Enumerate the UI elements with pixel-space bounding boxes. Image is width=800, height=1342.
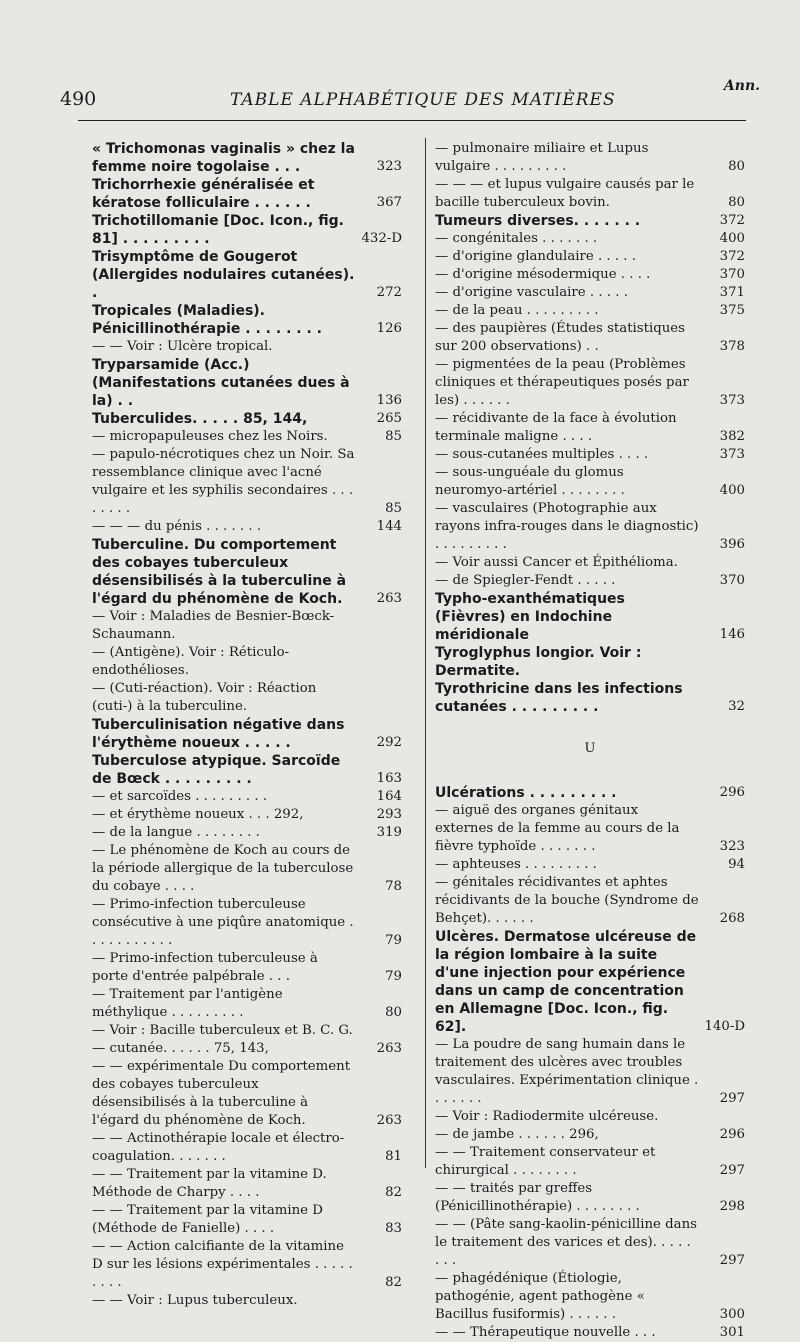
entry-text: — Le phénomène de Koch au cours de la période allergique de la tuberculose du cobaye . . . .: [92, 843, 354, 894]
index-entry: [92, 1292, 402, 1310]
index-entry: [435, 410, 745, 446]
index-entry: [92, 1166, 402, 1202]
entry-text: — des paupières (Études statistiques sur 200 observations) . .: [435, 321, 685, 354]
entry-text: — Voir aussi Cancer et Épithélioma.: [435, 555, 678, 570]
entry-page: 298: [719, 1199, 745, 1214]
index-entry: [435, 1126, 745, 1144]
entry-page: 373: [719, 447, 745, 462]
index-entry: [92, 1130, 402, 1166]
entry-page: 263: [376, 591, 402, 606]
entry-page: 79: [385, 933, 402, 948]
entry-page: 126: [376, 321, 402, 336]
entry-text: Tyrothricine dans les infections cutanées . . . . . . . . .: [435, 681, 683, 715]
index-entry: [92, 1040, 402, 1058]
entry-page: 300: [719, 1307, 745, 1322]
entry-text: — d'origine mésodermique . . . .: [435, 267, 651, 282]
entry-page: 372: [719, 213, 745, 228]
entry-text: — phagédénique (Étiologie, pathogénie, agent pathogène « Bacillus fusiformis) . . . . . .: [435, 1271, 645, 1322]
index-entry: [435, 1216, 745, 1270]
entry-text: Tuberculose atypique. Sarcoïde de Bœck . . . . . . . . .: [92, 753, 341, 787]
index-entry: [92, 950, 402, 986]
index-entry: [92, 1202, 402, 1238]
index-entry: [92, 410, 402, 428]
entry-text: Trichorrhexie généralisée et kératose folliculaire . . . . . .: [92, 177, 315, 211]
entry-page: 372: [719, 249, 745, 264]
entry-text: — et sarcoïdes . . . . . . . . .: [92, 789, 268, 804]
entry-page: 296: [719, 785, 745, 800]
entry-page: 400: [719, 231, 745, 246]
entry-page: 140-D: [704, 1019, 745, 1034]
corner-tag: Ann.: [723, 78, 760, 94]
entry-page: 146: [719, 627, 745, 642]
running-head: TABLE ALPHABÉTIQUE DES MATIÈRES: [230, 90, 616, 110]
index-entry: [435, 500, 745, 554]
index-entry: [435, 572, 745, 590]
entry-text: — — Traitement conservateur et chirurgical . . . . . . . .: [435, 1145, 656, 1178]
entry-page: 144: [376, 519, 402, 534]
entry-text: Tryparsamide (Acc.) (Manifestations cutanées dues à la) . .: [92, 357, 350, 409]
index-entry: [92, 140, 402, 176]
entry-page: 323: [376, 159, 402, 174]
entry-page: 370: [719, 573, 745, 588]
index-entry: [92, 536, 402, 608]
section-letter: U: [584, 741, 596, 756]
entry-page: 400: [719, 483, 745, 498]
entry-text: Tuberculinisation négative dans l'érythème noueux . . . . .: [92, 717, 345, 751]
entry-text: — sous-cutanées multiples . . . .: [435, 447, 649, 462]
index-entry: [92, 1058, 402, 1130]
entry-page: 85: [385, 501, 402, 516]
index-entry: [435, 356, 745, 410]
entry-page: 375: [719, 303, 745, 318]
index-entry: [435, 680, 745, 716]
entry-page: 136: [376, 393, 402, 408]
entry-text: — micropapuleuses chez les Noirs.: [92, 429, 328, 444]
entry-text: — — Actinothérapie locale et électro-coagulation. . . . . . .: [92, 1131, 345, 1164]
entry-text: — sous-unguéale du glomus neuromyo-artériel . . . . . . . .: [435, 465, 625, 498]
entry-page: 297: [719, 1091, 745, 1106]
entry-page: 301: [719, 1325, 745, 1340]
entry-page: 323: [719, 839, 745, 854]
entry-text: — — — du pénis . . . . . . .: [92, 519, 262, 534]
entry-text: — — Traitement par la vitamine D (Méthode de Fanielle) . . . .: [92, 1203, 323, 1236]
entry-page: 370: [719, 267, 745, 282]
entry-text: — — Traitement par la vitamine D. Méthode de Charpy . . . .: [92, 1167, 327, 1200]
index-entry: [92, 842, 402, 896]
index-entry: [435, 874, 745, 928]
entry-page: 373: [719, 393, 745, 408]
entry-text: Trisymptôme de Gougerot (Allergides nodulaires cutanées). .: [92, 249, 355, 301]
entry-page: 297: [719, 1253, 745, 1268]
index-entry: [92, 356, 402, 410]
entry-page: 263: [376, 1113, 402, 1128]
index-entry: [435, 140, 745, 176]
entry-page: 371: [719, 285, 745, 300]
index-entry: [435, 302, 745, 320]
left-column: [92, 140, 402, 1310]
index-entry: [435, 446, 745, 464]
entry-text: — pigmentées de la peau (Problèmes cliniques et thérapeutiques posés par les) . . . . . .: [435, 357, 689, 408]
entry-page: 367: [376, 195, 402, 210]
index-entry: [92, 338, 402, 356]
entry-text: — cutanée. . . . . . 75, 143,: [92, 1041, 269, 1056]
index-entry: [435, 928, 745, 1036]
entry-page: 163: [376, 771, 402, 786]
index-entry: [92, 680, 402, 716]
entry-text: — Primo-infection tuberculeuse à porte d'entrée palpébrale . . .: [92, 951, 318, 984]
index-entry: [435, 1036, 745, 1108]
index-entry: [435, 266, 745, 284]
entry-text: Ulcères. Dermatose ulcéreuse de la région lombaire à la suite d'une injection pour expérience dans un camp de concentration en Allemagne [Doc. Icon., fig. 62].: [435, 929, 697, 1035]
index-entry: [435, 1324, 745, 1342]
index-entry: [435, 212, 745, 230]
entry-text: Typho-exanthématiques (Fièvres) en Indochine méridionale: [435, 591, 625, 643]
column-divider: [425, 138, 426, 1168]
entry-text: — de la langue . . . . . . . .: [92, 825, 260, 840]
entry-text: — — Thérapeutique nouvelle . . .: [435, 1325, 656, 1340]
entry-text: — vasculaires (Photographie aux rayons infra-rouges dans le diagnostic) . . . . . . . . .: [435, 501, 699, 552]
entry-page: 265: [376, 411, 402, 426]
entry-text: — congénitales . . . . . . .: [435, 231, 598, 246]
entry-text: — Traitement par l'antigène méthylique . . . . . . . . .: [92, 987, 283, 1020]
index-entry: [92, 1238, 402, 1292]
index-entry: [92, 644, 402, 680]
index-entry: [435, 1108, 745, 1126]
entry-text: — — traités par greffes (Pénicillinothérapie) . . . . . . . .: [435, 1181, 640, 1214]
entry-page: 319: [376, 825, 402, 840]
index-entry: [92, 212, 402, 248]
index-entry: [92, 896, 402, 950]
index-entry: [435, 802, 745, 856]
entry-page: 396: [719, 537, 745, 552]
entry-text: — papulo-nécrotiques chez un Noir. Sa ressemblance clinique avec l'acné vulgaire et les syphilis secondaires . . . . . . . .: [92, 447, 355, 516]
entry-page: 293: [376, 807, 402, 822]
entry-page: 82: [385, 1275, 402, 1290]
entry-text: — aiguë des organes génitaux externes de la femme au cours de la fièvre typhoïde . . . . . . .: [435, 803, 680, 854]
index-entry: [435, 856, 745, 874]
entry-text: — — — et lupus vulgaire causés par le bacille tuberculeux bovin.: [435, 177, 695, 210]
entry-text: — — expérimentale Du comportement des cobayes tuberculeux désensibilisés à la tuberculine à l'égard du phénomène de Koch.: [92, 1059, 351, 1128]
entry-page: 81: [385, 1149, 402, 1164]
index-entry: [435, 248, 745, 266]
entry-page: 268: [719, 911, 745, 926]
index-entry: [435, 464, 745, 500]
entry-text: — Voir : Maladies de Besnier-Bœck-Schaumann.: [92, 609, 335, 642]
entry-text: — aphteuses . . . . . . . . .: [435, 857, 597, 872]
entry-text: Trichotillomanie [Doc. Icon., fig. 81] . . . . . . . . .: [92, 213, 344, 247]
entry-text: — pulmonaire miliaire et Lupus vulgaire . . . . . . . . .: [435, 141, 649, 174]
index-entry: [92, 752, 402, 788]
index-entry: [92, 428, 402, 446]
index-entry: [435, 1270, 745, 1324]
index-entry: [92, 716, 402, 752]
entry-text: Tumeurs diverses. . . . . . .: [435, 213, 641, 229]
page-number: 490: [60, 88, 97, 110]
index-entry: [92, 518, 402, 536]
index-entry: [92, 176, 402, 212]
index-entry: [92, 446, 402, 518]
index-entry: [435, 1180, 745, 1216]
entry-page: 80: [728, 159, 745, 174]
index-entry: [92, 248, 402, 302]
index-entry: [92, 824, 402, 842]
entry-page: 296: [719, 1127, 745, 1142]
entry-page: 80: [728, 195, 745, 210]
entry-text: — d'origine glandulaire . . . . .: [435, 249, 636, 264]
entry-page: 32: [728, 699, 745, 714]
entry-text: — Primo-infection tuberculeuse consécutive à une piqûre anatomique . . . . . . . . . . .: [92, 897, 354, 948]
entry-page: 83: [385, 1221, 402, 1236]
entry-text: — génitales récidivantes et aphtes récidivants de la bouche (Syndrome de Behçet). . . . . .: [435, 875, 699, 926]
index-entry: [435, 320, 745, 356]
index-entry: [92, 986, 402, 1022]
index-entry: [435, 230, 745, 248]
entry-page: 80: [385, 1005, 402, 1020]
index-entry: [92, 806, 402, 824]
entry-page: 272: [376, 285, 402, 300]
entry-text: — — Voir : Ulcère tropical.: [92, 339, 273, 354]
entry-text: — (Antigène). Voir : Réticulo-endothélioses.: [92, 645, 290, 678]
entry-page: 292: [376, 735, 402, 750]
entry-page: 382: [719, 429, 745, 444]
index-entry: [435, 176, 745, 212]
index-entry: [435, 644, 745, 680]
index-entry: [92, 302, 402, 338]
entry-text: Tuberculine. Du comportement des cobayes tuberculeux désensibilisés à la tuberculine à l'égard du phénomène de Koch.: [92, 537, 347, 607]
index-entry: [92, 1022, 402, 1040]
entry-text: — La poudre de sang humain dans le traitement des ulcères avec troubles vasculaires. Expérimentation clinique . . . . . . .: [435, 1037, 699, 1106]
entry-page: 82: [385, 1185, 402, 1200]
index-entry: [92, 788, 402, 806]
entry-page: 79: [385, 969, 402, 984]
entry-text: Tuberculides. . . . . 85, 144,: [92, 411, 308, 427]
index-entry: [435, 554, 745, 572]
entry-text: — de Spiegler-Fendt . . . . .: [435, 573, 616, 588]
entry-text: « Trichomonas vaginalis » chez la femme noire togolaise . . .: [92, 141, 355, 175]
entry-text: — — Action calcifiante de la vitamine D sur les lésions expérimentales . . . . . . . . .: [92, 1239, 353, 1290]
entry-text: — récidivante de la face à évolution terminale maligne . . . .: [435, 411, 677, 444]
entry-page: 297: [719, 1163, 745, 1178]
entry-text: Ulcérations . . . . . . . . .: [435, 785, 617, 801]
entry-text: Tyroglyphus longior. Voir : Dermatite.: [435, 645, 642, 679]
entry-text: — Voir : Bacille tuberculeux et B. C. G.: [92, 1023, 353, 1038]
entry-text: — d'origine vasculaire . . . . .: [435, 285, 628, 300]
index-entry: [435, 1144, 745, 1180]
index-entry: [435, 284, 745, 302]
entry-page: 432-D: [361, 231, 402, 246]
entry-page: 85: [385, 429, 402, 444]
entry-text: — Voir : Radiodermite ulcéreuse.: [435, 1109, 659, 1124]
entry-page: 94: [728, 857, 745, 872]
entry-text: — de la peau . . . . . . . . .: [435, 303, 599, 318]
index-entry: [92, 608, 402, 644]
entry-page: 78: [385, 879, 402, 894]
entry-text: — et érythème noueux . . . 292,: [92, 807, 304, 822]
entry-page: 378: [719, 339, 745, 354]
entry-text: — de jambe . . . . . . 296,: [435, 1127, 599, 1142]
index-entry: [435, 784, 745, 802]
header-rule: [78, 120, 746, 121]
entry-text: — (Cuti-réaction). Voir : Réaction (cuti-) à la tuberculine.: [92, 681, 317, 714]
right-column: [435, 140, 745, 1342]
index-entry: [435, 590, 745, 644]
entry-page: 263: [376, 1041, 402, 1056]
entry-text: Tropicales (Maladies). Pénicillinothérapie . . . . . . . .: [92, 303, 322, 337]
entry-page: 164: [376, 789, 402, 804]
entry-text: — — (Pâte sang-kaolin-pénicilline dans le traitement des varices et des). . . . . . . .: [435, 1217, 697, 1268]
entry-text: — — Voir : Lupus tuberculeux.: [92, 1293, 298, 1308]
